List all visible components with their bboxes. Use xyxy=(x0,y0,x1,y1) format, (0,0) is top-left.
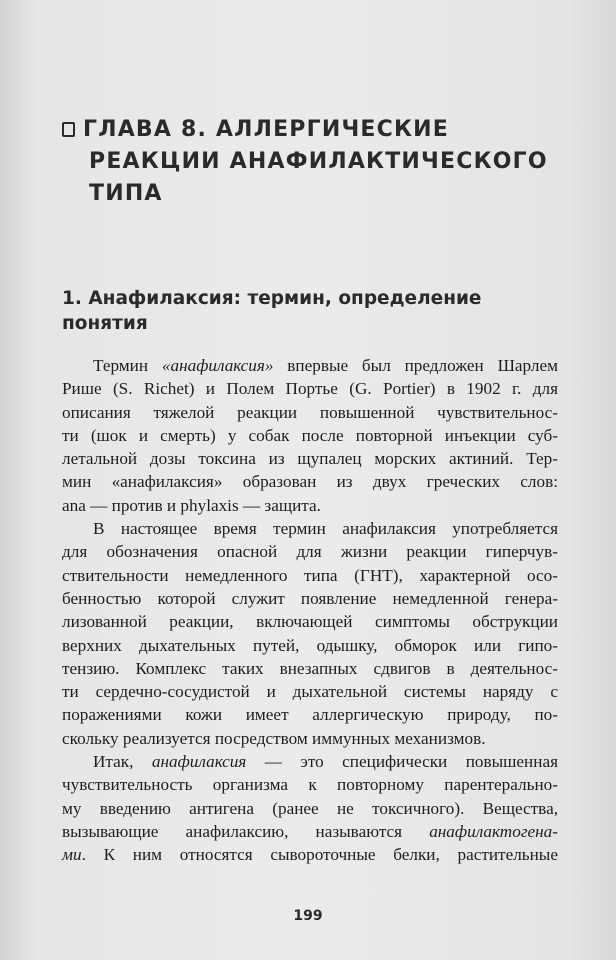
chapter-heading-line-2: РЕАКЦИИ АНАФИЛАКТИЧЕСКОГО xyxy=(89,149,548,174)
text-span: Термин xyxy=(93,356,162,375)
section-heading xyxy=(62,286,562,336)
italic-term: анафилаксия xyxy=(151,752,247,772)
paragraph-2-line-6: верхних дыхательных путей, одышку, обморок или гипо- xyxy=(62,635,558,655)
paragraph-1-line-3: описания тяжелой реакции повышенной чувствительнос- xyxy=(62,402,558,422)
text-span: Итак, xyxy=(93,752,152,772)
italic-term: ми xyxy=(62,845,82,865)
page-number: 199 xyxy=(293,908,323,924)
paragraph-3-line-5 xyxy=(62,843,558,866)
paragraph-2-line-3: ствительности немедленного типа (ГНТ), характерной осо- xyxy=(62,565,558,585)
chapter-heading xyxy=(62,114,582,210)
chapter-heading-text-1: ГЛАВА 8. АЛЛЕРГИЧЕСКИЕ xyxy=(83,117,450,142)
paragraph-3-line-1 xyxy=(62,750,558,773)
text-span: впервые был предложен Шарлем xyxy=(273,356,558,375)
chapter-heading-line-1 xyxy=(62,114,582,146)
paragraph-2-line-1: В настоящее время термин анафилаксия употребляется xyxy=(93,519,558,539)
paragraph-1-line-2: Рише (S. Richet) и Полем Портье (G. Portier) в 1902 г. для xyxy=(62,379,558,399)
paragraph-2-line-5: лизованной реакции, включающей симптомы обструкции xyxy=(62,612,558,632)
paragraph-2-line-10: скольку реализуется посредством иммунных механизмов. xyxy=(62,728,486,748)
section-heading-line-2: понятия xyxy=(62,313,148,334)
paragraph-1-line-4: ти (шок и смерть) у собак после повторной инъекции суб- xyxy=(62,425,558,445)
paragraph-2-line-7: тензию. Комплекс таких внезапных сдвигов в деятельнос- xyxy=(62,658,558,678)
paragraph-1-line-5: летальной дозы токсина из щупалец морских актиний. Тер- xyxy=(62,449,558,469)
paragraph-3-line-3: му введению антигена (ранее не токсичного). Вещества, xyxy=(62,798,558,818)
paragraph-2-line-2: для обозначения опасной для жизни реакции гиперчув- xyxy=(62,542,558,562)
paragraph-2-line-9: поражениями кожи имеет аллергическую природу, по- xyxy=(62,705,558,725)
square-bullet-icon xyxy=(62,122,75,137)
chapter-heading-line-3: ТИПА xyxy=(89,181,163,206)
paragraph-3-line-2: чувствительность организма к повторному парентерально- xyxy=(62,775,558,795)
text-span: вызывающие анафилаксию, называются xyxy=(62,821,430,841)
paragraph-1-line-7: ana — против и phylaxis — защита. xyxy=(62,495,321,515)
text-span: — это специфически повышенная xyxy=(246,752,558,772)
paragraph-1-line-1 xyxy=(62,354,558,377)
section-heading-line-1: 1. Анафилаксия: термин, определение xyxy=(62,288,482,309)
paragraph-2-line-4: бенностью которой служит появление немедленной генера- xyxy=(62,588,558,608)
body-text xyxy=(62,354,558,867)
paragraph-1-line-6: мин «анафилаксия» образован из двух греческих слов: xyxy=(62,472,558,492)
italic-term: анафилактогена- xyxy=(429,821,558,841)
text-span: . К ним относятся сывороточные белки, растительные xyxy=(81,845,558,865)
paragraph-3-line-4 xyxy=(62,820,558,843)
paragraph-2-line-8: ти сердечно-сосудистой и дыхательной системы наряду с xyxy=(62,682,558,702)
italic-term: «анафилаксия» xyxy=(161,356,274,375)
